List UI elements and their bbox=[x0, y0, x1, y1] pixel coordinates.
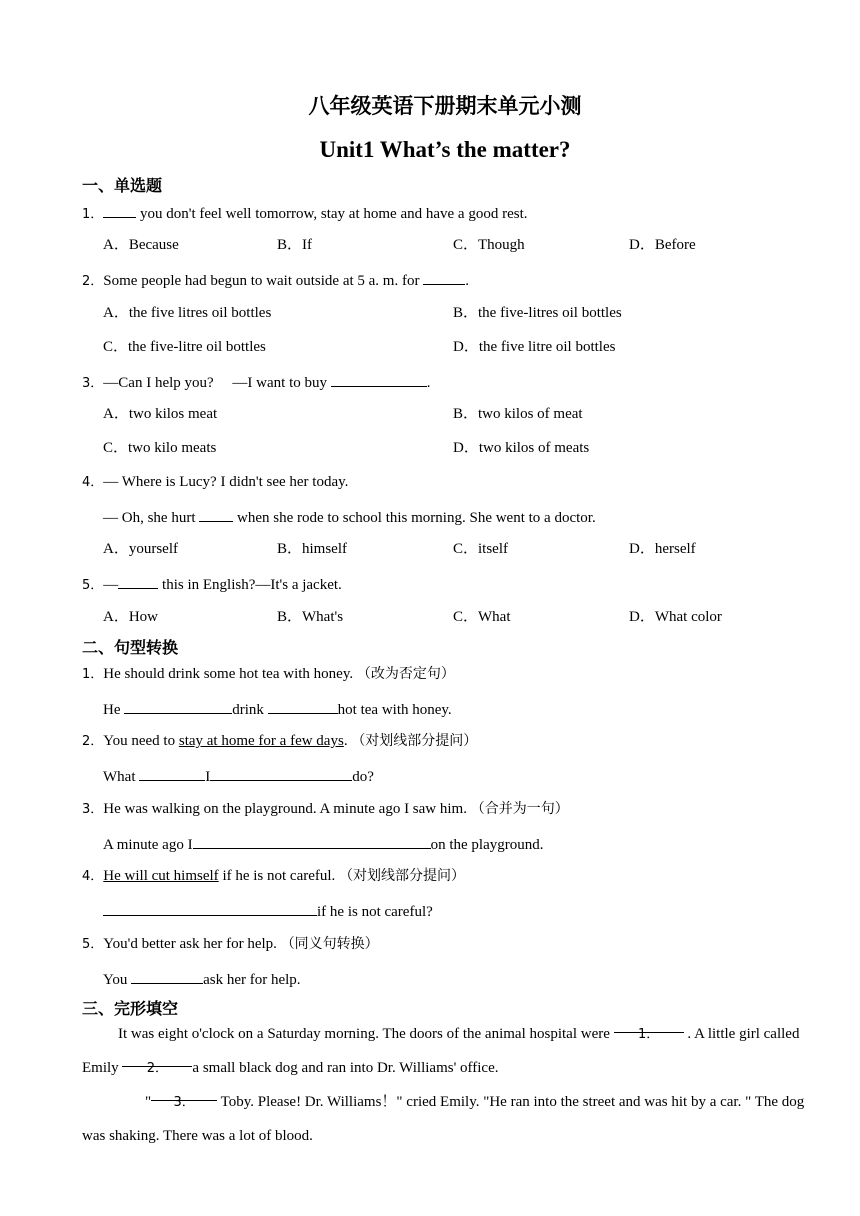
answer-text: if he is not careful? bbox=[317, 904, 433, 920]
answer-blank bbox=[199, 506, 233, 522]
answer-blank bbox=[210, 765, 352, 781]
option-d: D．the five litre oil bottles bbox=[453, 339, 616, 355]
section-heading-single-choice: 一、单选题 bbox=[82, 176, 163, 195]
question-4 bbox=[82, 472, 348, 493]
transform-question-2 bbox=[82, 731, 477, 752]
option-a: A．two kilos meat bbox=[103, 406, 218, 422]
question-1 bbox=[82, 202, 528, 225]
question-text: He should drink some hot tea with honey. bbox=[103, 666, 357, 682]
section-heading-sentence-transform: 二、句型转换 bbox=[82, 638, 179, 657]
answer-blank bbox=[268, 698, 338, 714]
transform-question-4 bbox=[82, 866, 465, 887]
option-b: B．If bbox=[277, 237, 312, 253]
question-text-end: . bbox=[426, 375, 431, 391]
answer-blank bbox=[103, 900, 317, 916]
option-b: B．two kilos of meat bbox=[453, 406, 583, 422]
question-5 bbox=[82, 573, 342, 596]
question-text: He was walking on the playground. A minute ago I saw him. bbox=[103, 801, 471, 817]
question-number: 2． bbox=[82, 274, 104, 289]
option-b: B．What's bbox=[277, 609, 344, 625]
question-number: 2． bbox=[82, 734, 104, 749]
transform-question-5 bbox=[82, 934, 379, 955]
question-number: 5． bbox=[82, 937, 104, 952]
passage-text: It was eight o'clock on a Saturday morning. The doors of the animal hospital were bbox=[118, 1026, 614, 1042]
question-text-end: when she rode to school this morning. She went to a doctor. bbox=[233, 510, 596, 526]
option-b: B．himself bbox=[277, 541, 347, 557]
answer-blank bbox=[331, 371, 427, 387]
answer-text: ask her for help. bbox=[203, 972, 301, 988]
question-4-line-2 bbox=[103, 506, 596, 528]
cloze-blank-number: 1． bbox=[638, 1027, 660, 1042]
question-2 bbox=[82, 269, 469, 292]
question-number: 3． bbox=[82, 376, 104, 391]
cloze-paragraph-2 bbox=[82, 1085, 808, 1153]
option-d: D．Before bbox=[629, 237, 696, 253]
question-text: You'd better ask her for help. bbox=[103, 936, 281, 952]
question-text: You need to bbox=[103, 733, 179, 749]
option-d: D．herself bbox=[629, 541, 696, 557]
cloze-blank-1 bbox=[614, 1017, 684, 1042]
underlined-phrase: He will cut himself bbox=[103, 868, 219, 884]
answer-blank bbox=[131, 968, 203, 984]
answer-text: hot tea with honey. bbox=[337, 702, 452, 718]
instruction-hint: （合并为一句） bbox=[470, 801, 569, 817]
transform-answer-2 bbox=[103, 765, 374, 787]
page-title: 八年级英语下册期末单元小测 bbox=[308, 94, 582, 118]
instruction-hint: （改为否定句） bbox=[356, 666, 455, 682]
cloze-paragraph-1 bbox=[82, 1017, 808, 1085]
answer-blank bbox=[124, 698, 232, 714]
answer-blank bbox=[193, 833, 431, 849]
question-text-end: this in English?—It's a jacket. bbox=[158, 577, 342, 593]
option-b: B．the five-litres oil bottles bbox=[453, 305, 622, 321]
cloze-blank-number: 3． bbox=[173, 1095, 195, 1110]
answer-blank bbox=[139, 765, 205, 781]
underlined-phrase: stay at home for a few days bbox=[178, 733, 344, 749]
question-number: 1． bbox=[82, 207, 104, 222]
option-c: C．itself bbox=[453, 541, 508, 557]
cloze-blank-number: 2． bbox=[146, 1061, 169, 1076]
instruction-hint: （对划线部分提问） bbox=[351, 733, 478, 749]
page-subtitle: Unit1 What’s the matter? bbox=[319, 137, 571, 162]
passage-text: " bbox=[145, 1094, 152, 1110]
option-c: C．the five-litre oil bottles bbox=[103, 339, 266, 355]
question-number: 4． bbox=[82, 869, 104, 884]
option-c: C．Though bbox=[453, 237, 525, 253]
option-a: A．Because bbox=[103, 237, 179, 253]
question-text: — Oh, she hurt bbox=[103, 510, 200, 526]
transform-answer-1 bbox=[103, 698, 452, 720]
transform-question-3 bbox=[82, 799, 569, 820]
question-text: you don't feel well tomorrow, stay at home and have a good rest. bbox=[136, 206, 528, 222]
question-number: 3． bbox=[82, 802, 104, 817]
section-heading-cloze: 三、完形填空 bbox=[82, 999, 179, 1018]
answer-text: drink bbox=[232, 702, 268, 718]
answer-blank bbox=[103, 202, 136, 218]
answer-text: What bbox=[103, 769, 140, 785]
passage-text: a small black dog and ran into Dr. Williams' office. bbox=[192, 1060, 499, 1076]
answer-text: I bbox=[205, 769, 211, 785]
answer-text: He bbox=[103, 702, 125, 718]
question-number: 5． bbox=[82, 578, 104, 593]
answer-blank bbox=[118, 573, 158, 589]
question-text-end: . bbox=[343, 733, 352, 749]
question-text-end: . bbox=[465, 273, 469, 289]
question-number: 1． bbox=[82, 667, 104, 682]
answer-text: You bbox=[103, 972, 132, 988]
transform-answer-4 bbox=[103, 900, 433, 922]
question-text: if he is not careful. bbox=[218, 868, 340, 884]
transform-answer-3 bbox=[103, 833, 543, 855]
cloze-blank-3 bbox=[151, 1085, 217, 1110]
answer-blank bbox=[423, 269, 465, 285]
passage-text: Toby. Please! Dr. Williams！" cried Emily. "He ran into the street and was hit by a car. " The dog was shaking. There was a lot of blood. bbox=[82, 1094, 805, 1144]
transform-question-1 bbox=[82, 664, 455, 685]
option-c: C．two kilo meats bbox=[103, 440, 217, 456]
option-d: D．two kilos of meats bbox=[453, 440, 590, 456]
option-a: A．How bbox=[103, 609, 158, 625]
option-a: A．yourself bbox=[103, 541, 178, 557]
question-text: Some people had begun to wait outside at 5 a. m. for bbox=[103, 273, 424, 289]
option-a: A．the five litres oil bottles bbox=[103, 305, 272, 321]
option-d: D．What color bbox=[629, 609, 722, 625]
question-text: —Can I help you? —I want to buy bbox=[103, 375, 331, 391]
question-text: — Where is Lucy? I didn't see her today. bbox=[103, 474, 349, 490]
cloze-blank-2 bbox=[122, 1051, 192, 1076]
question-number: 4． bbox=[82, 475, 104, 490]
passage-text: . A little girl called Emily bbox=[82, 1026, 800, 1076]
option-c: C．What bbox=[453, 609, 511, 625]
instruction-hint: （同义句转换） bbox=[280, 936, 379, 952]
question-text: — bbox=[103, 577, 119, 593]
answer-text: A minute ago I bbox=[103, 837, 193, 853]
instruction-hint: （对划线部分提问） bbox=[339, 868, 466, 884]
question-3 bbox=[82, 371, 431, 394]
transform-answer-5 bbox=[103, 968, 301, 990]
answer-text: do? bbox=[352, 769, 374, 785]
answer-text: on the playground. bbox=[430, 837, 544, 853]
